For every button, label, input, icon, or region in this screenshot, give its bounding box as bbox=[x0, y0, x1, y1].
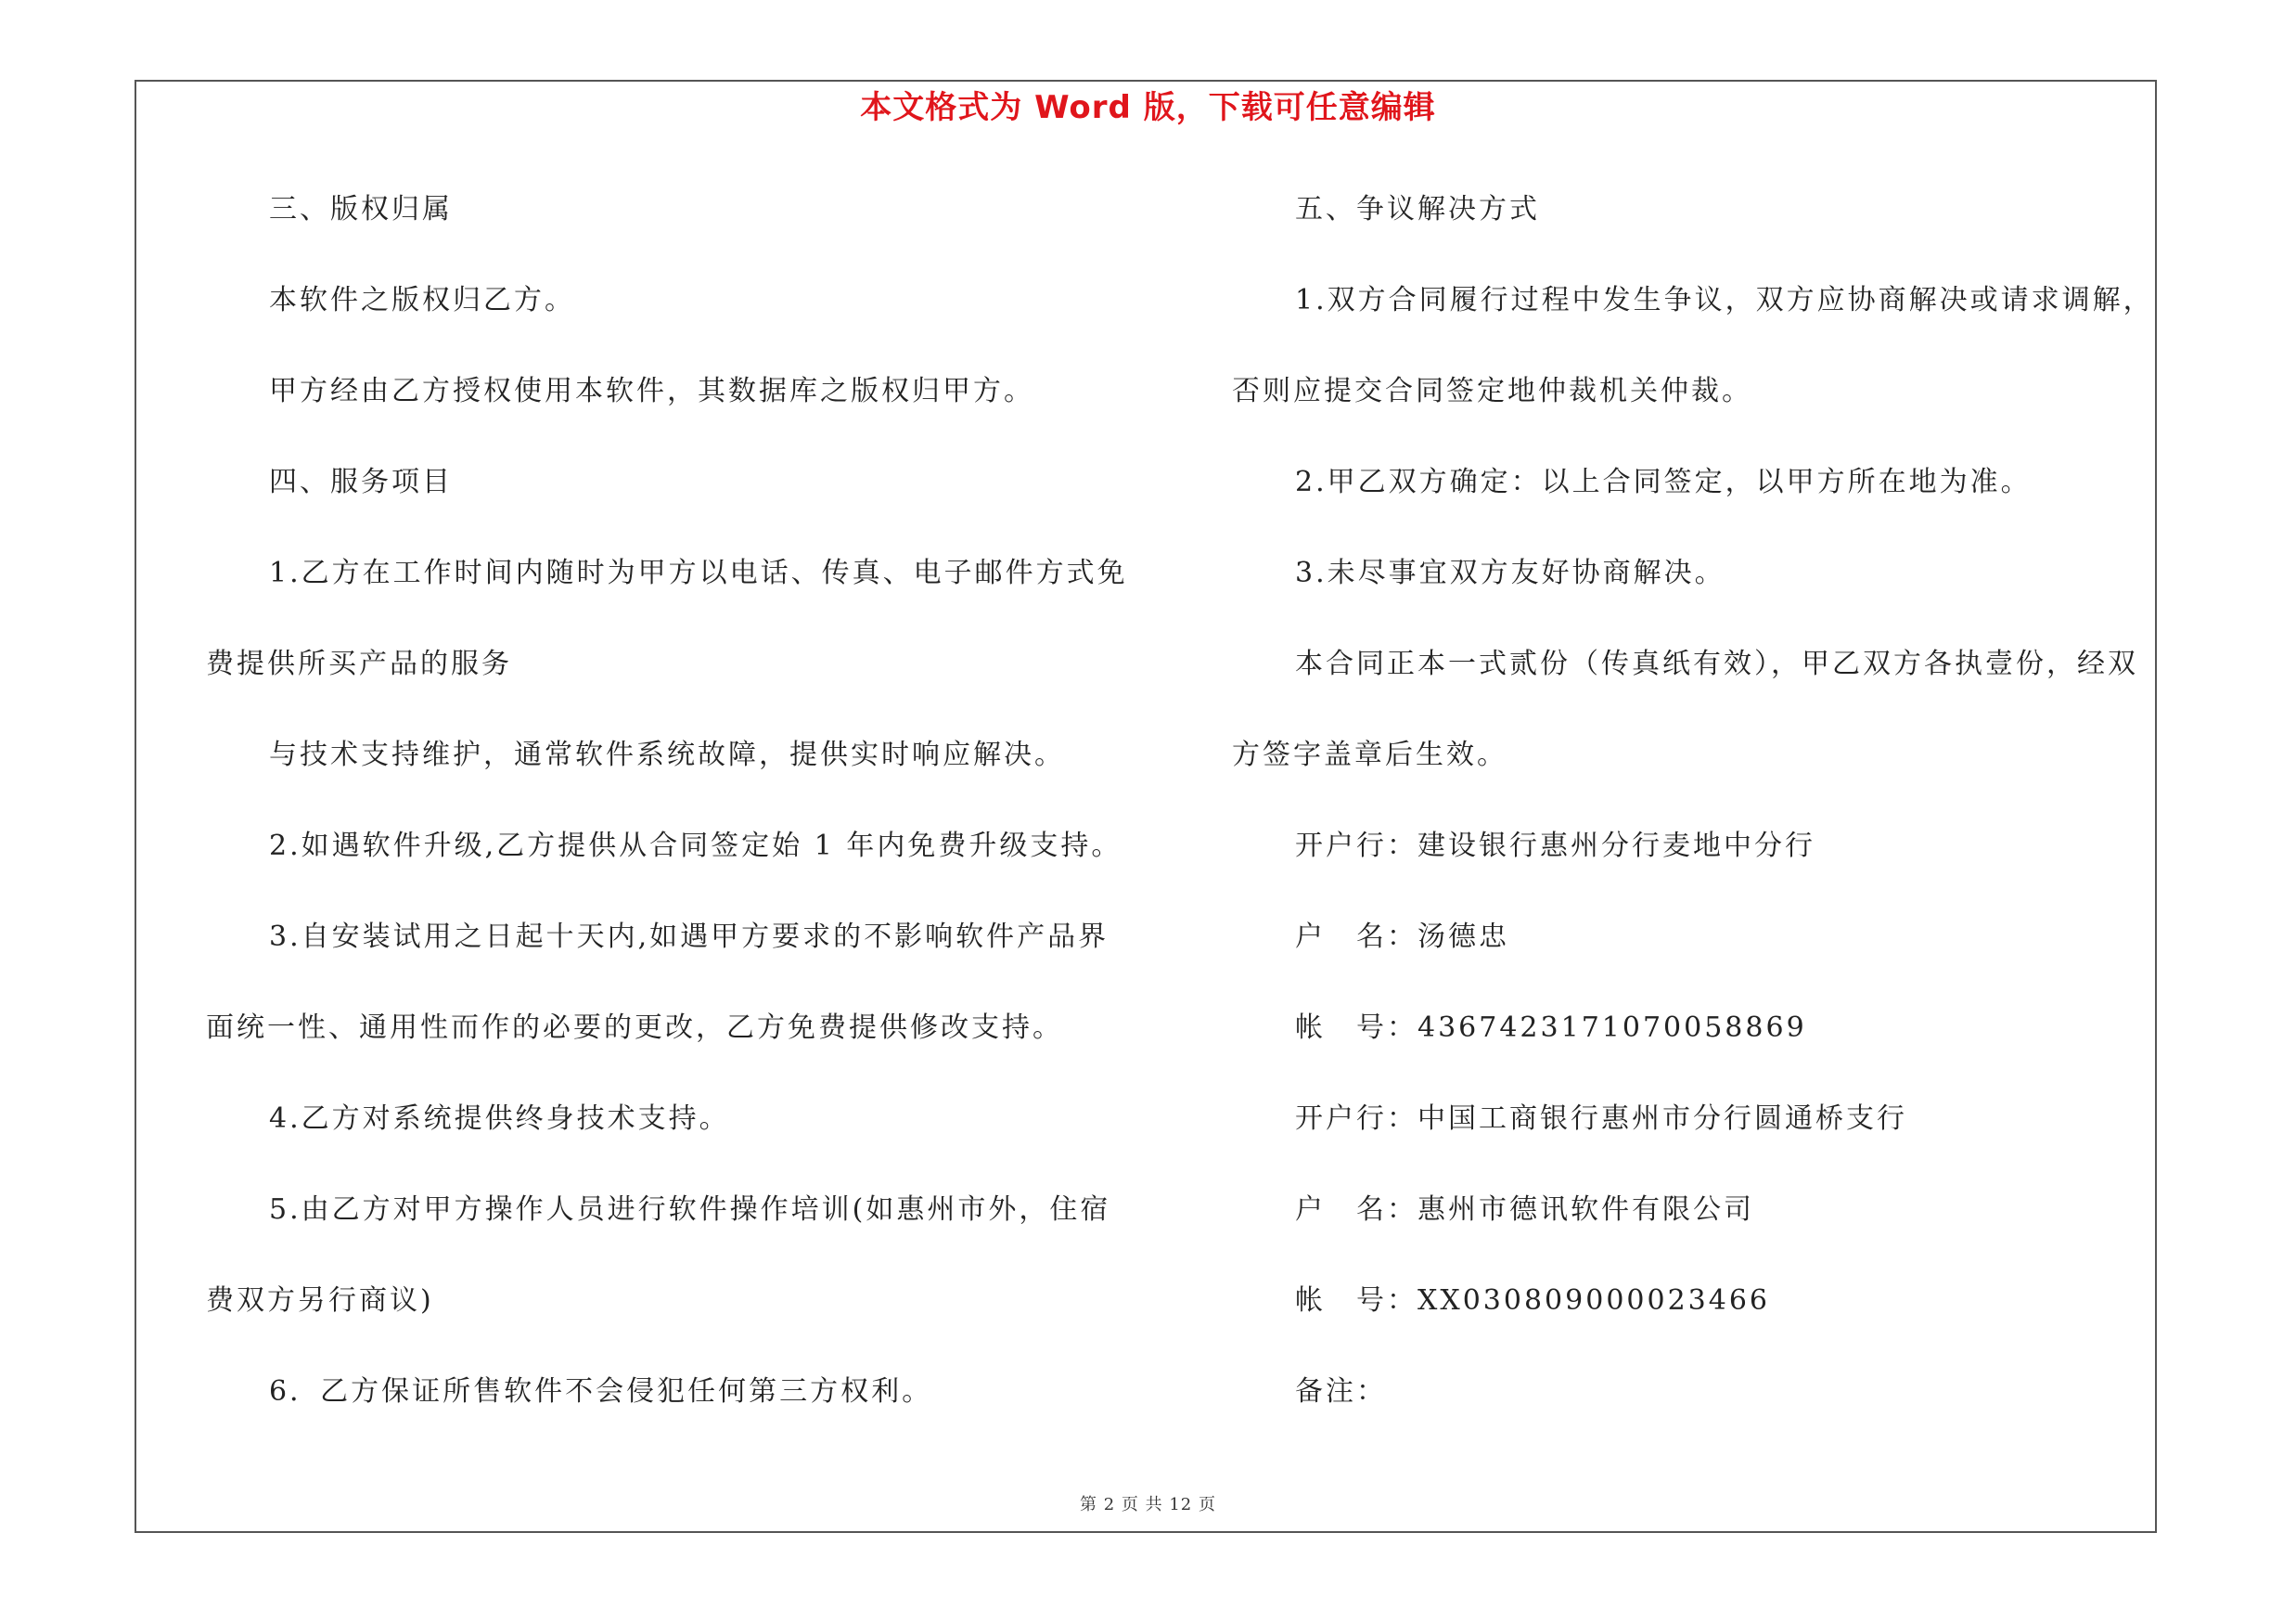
word-format-banner: 本文格式为 Word 版，下载可任意编辑 bbox=[860, 89, 1436, 126]
paragraph-line: 6．乙方保证所售软件不会侵犯任何第三方权利。 bbox=[269, 1375, 933, 1408]
paragraph-line: 4.乙方对系统提供终身技术支持。 bbox=[269, 1102, 730, 1135]
paragraph-line: 面统一性、通用性而作的必要的更改，乙方免费提供修改支持。 bbox=[206, 1011, 1063, 1044]
bank-name-line: 开户行：中国工商银行惠州市分行圆通桥支行 bbox=[1295, 1102, 1907, 1135]
paragraph-line: 3.自安装试用之日起十天内,如遇甲方要求的不影响软件产品界 bbox=[269, 921, 1110, 953]
paragraph-line: 甲方经由乙方授权使用本软件，其数据库之版权归甲方。 bbox=[269, 375, 1034, 407]
account-number-line: 帐 号：4367423171070058869 bbox=[1295, 1011, 1807, 1044]
section-heading-copyright: 三、版权归属 bbox=[269, 193, 453, 225]
paragraph-line: 否则应提交合同签定地仲裁机关仲裁。 bbox=[1232, 375, 1752, 407]
paragraph-line: 本软件之版权归乙方。 bbox=[269, 284, 575, 316]
page-number-footer: 第 2 页 共 12 页 bbox=[1080, 1495, 1216, 1514]
paragraph-line: 本合同正本一式贰份（传真纸有效），甲乙双方各执壹份，经双 bbox=[1295, 648, 2138, 680]
section-heading-dispute: 五、争议解决方式 bbox=[1295, 193, 1540, 225]
paragraph-line: 与技术支持维护，通常软件系统故障，提供实时响应解决。 bbox=[269, 739, 1065, 771]
paragraph-line: 2.甲乙双方确定：以上合同签定，以甲方所在地为准。 bbox=[1295, 466, 2032, 498]
bank-name-line: 开户行：建设银行惠州分行麦地中分行 bbox=[1295, 830, 1815, 862]
account-holder-line: 户 名：惠州市德讯软件有限公司 bbox=[1295, 1193, 1754, 1226]
account-holder-line: 户 名：汤德忠 bbox=[1295, 921, 1509, 953]
account-number-line: 帐 号：XX030809000023466 bbox=[1295, 1284, 1771, 1317]
paragraph-line: 3.未尽事宜双方友好协商解决。 bbox=[1295, 557, 1725, 589]
remarks-label: 备注： bbox=[1295, 1375, 1387, 1408]
paragraph-line: 方签字盖章后生效。 bbox=[1232, 739, 1507, 771]
paragraph-line: 1.双方合同履行过程中发生争议，双方应协商解决或请求调解， bbox=[1295, 284, 2154, 316]
paragraph-line: 2.如遇软件升级,乙方提供从合同签定始 1 年内免费升级支持。 bbox=[269, 830, 1122, 862]
paragraph-line: 1.乙方在工作时间内随时为甲方以电话、传真、电子邮件方式免 bbox=[269, 557, 1128, 589]
paragraph-line: 费提供所买产品的服务 bbox=[206, 648, 512, 680]
paragraph-line: 5.由乙方对甲方操作人员进行软件操作培训(如惠州市外，住宿 bbox=[269, 1193, 1111, 1226]
section-heading-services: 四、服务项目 bbox=[269, 466, 453, 498]
paragraph-line: 费双方另行商议) bbox=[206, 1284, 434, 1317]
